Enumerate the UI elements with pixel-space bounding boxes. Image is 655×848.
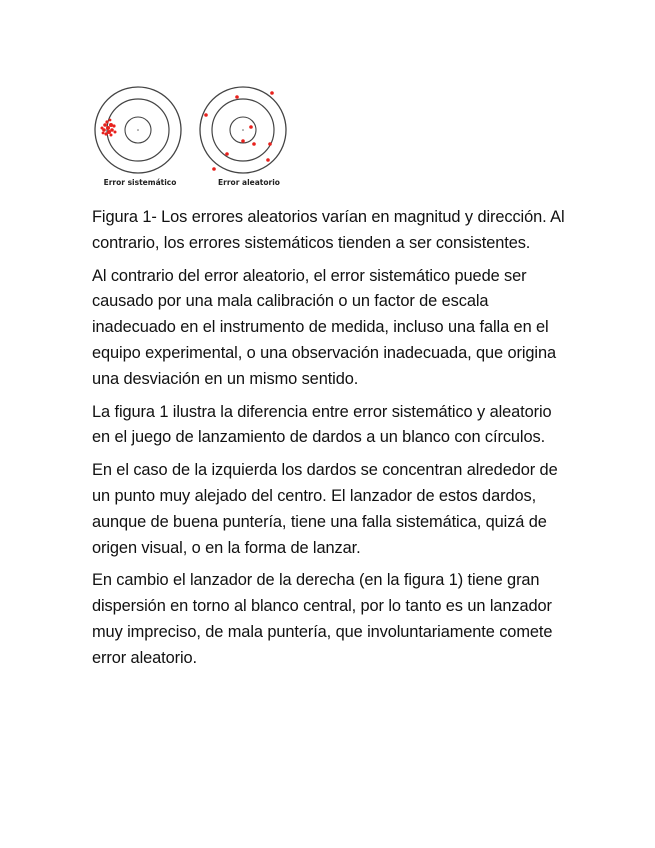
paragraph: En el caso de la izquierda los dardos se concentran alrededor de un punto muy alejado del centro. El lanzador de estos dardos, aunque de buena puntería, tiene una falla sistemática, quizá de origen visual, o en la forma de lanzar. — [92, 461, 558, 557]
dart-hit — [102, 132, 105, 135]
paragraph: En cambio el lanzador de la derecha (en la figura 1) tiene gran dispersión en torno al blanco central, por lo tanto es un lanzador muy impreciso, de mala puntería, que involuntariamente comete error aleatorio. — [92, 571, 553, 667]
dart-hit — [109, 123, 113, 127]
dart-hit — [225, 152, 229, 156]
targets-illustration — [90, 82, 300, 192]
dart-hit — [249, 125, 253, 129]
dart-hit — [104, 132, 107, 135]
dart-hit — [101, 127, 104, 130]
dart-hit — [252, 142, 256, 146]
dart-hit — [212, 167, 216, 171]
dart-hit — [110, 128, 114, 132]
dart-hit — [241, 139, 245, 143]
dart-hit — [109, 119, 112, 122]
dart-hit — [268, 142, 272, 146]
dart-hit — [114, 131, 117, 134]
dart-hit — [110, 134, 113, 137]
paragraph: La figura 1 ilustra la diferencia entre error sistemático y aleatorio en el juego de lanzamiento de dardos a un blanco con círculos. — [92, 402, 552, 447]
target-center-dot — [137, 129, 139, 131]
label-random: Error aleatorio — [218, 178, 280, 187]
dart-hit — [103, 123, 107, 127]
paragraph: Al contrario del error aleatorio, el error sistemático puede ser causado por una mala calibración o un factor de escala inadecuado en el instrumento de medida, incluso una falla en el equipo experimental, o una observación inadecuada, que origina una desviación en un mismo sentido. — [92, 266, 556, 388]
dart-hit — [112, 124, 115, 127]
dart-hit — [270, 91, 274, 95]
dart-hit — [105, 120, 108, 123]
dart-hit — [266, 158, 270, 162]
dart-scatter — [204, 91, 274, 171]
body-text — [92, 205, 570, 679]
target-center-dot — [242, 129, 244, 131]
figure-caption: Figura 1- Los errores aleatorios varían en magnitud y dirección. Al contrario, los errores sistemáticos tienden a ser consistentes. — [92, 208, 565, 252]
dart-hit — [235, 95, 239, 99]
target-random — [200, 87, 286, 173]
dart-hit — [204, 113, 208, 117]
dart-hit — [106, 126, 110, 130]
figure-targets — [90, 82, 300, 192]
label-systematic: Error sistemático — [103, 178, 177, 187]
target-systematic — [95, 87, 181, 173]
